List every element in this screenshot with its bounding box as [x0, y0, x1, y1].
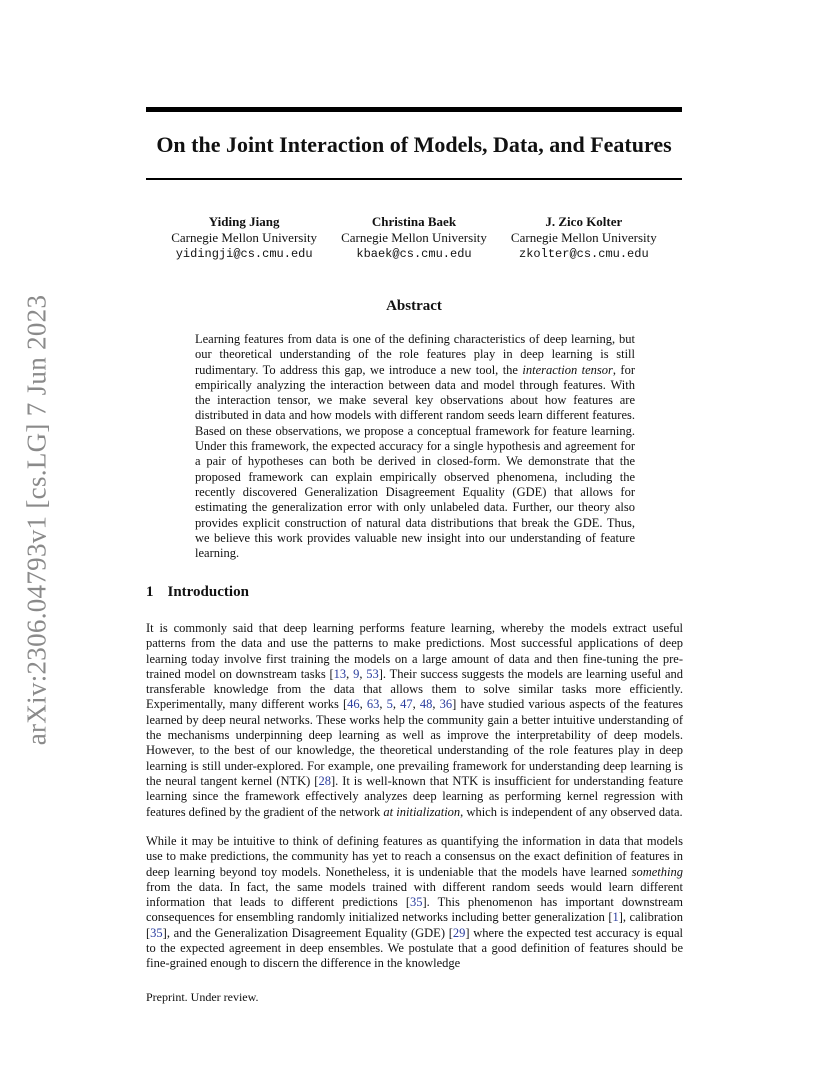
- emphasis-text: something: [631, 864, 683, 879]
- citation-link[interactable]: 1: [612, 910, 619, 925]
- author-name: J. Zico Kolter: [545, 214, 623, 229]
- citation-link[interactable]: 63: [366, 697, 380, 712]
- citation-link[interactable]: 53: [366, 666, 379, 681]
- paper-title: On the Joint Interaction of Models, Data, and Features: [156, 132, 672, 157]
- author-block: [146, 214, 682, 262]
- title-bottom-rule: [146, 178, 682, 180]
- author-email: yidingji@cs.cmu.edu: [175, 247, 313, 261]
- abstract-text: Learning features from data is one of the defining characteristics of deep learning, but our theoretical understanding of the role features play in deep learning is still rudimentary. To address this gap, we introduce a new tool, the interaction tensor, for empirically analyzing the interaction between data and model through features. With the interaction tensor, we make several key observations about how features are distributed in data and how models with different random seeds learn different features. Based on these observations, we propose a conceptual framework for feature learning. Under this framework, the expected accuracy for a single hypothesis and agreement for a pair of hypotheses can both be derived in closed-form. We demonstrate that the proposed framework can explain empirically observed phenomena, including the recently discovered Generalization Disagreement Equality (GDE) that allows for estimating the generalization error with only unlabeled data. Further, our theory also provides explicit construction of natural data distributions that break the GDE. Thus, we believe this work provides valuable new insight into our understanding of feature learning.: [195, 332, 635, 561]
- author-email: kbaek@cs.cmu.edu: [356, 247, 472, 261]
- citation-link[interactable]: 28: [318, 773, 331, 788]
- author-affiliation: Carnegie Mellon University: [341, 230, 487, 245]
- citation-link[interactable]: 9: [353, 666, 360, 681]
- citation-link[interactable]: 29: [452, 925, 466, 940]
- abstract-emphasis: interaction tensor: [522, 362, 613, 377]
- author-affiliation: Carnegie Mellon University: [171, 230, 318, 245]
- emphasis-text: at initialization: [383, 804, 461, 819]
- author-2: [341, 214, 487, 262]
- arxiv-identifier: arXiv:2306.04793v1 [cs.LG] 7 Jun 2023: [21, 294, 52, 746]
- author-3: [511, 214, 657, 262]
- author-affiliation: Carnegie Mellon University: [510, 230, 657, 245]
- citation-link[interactable]: 47: [400, 697, 413, 712]
- section-number: 1: [146, 584, 154, 600]
- author-1: [171, 214, 317, 262]
- citation-link[interactable]: 36: [439, 697, 453, 712]
- citation-link[interactable]: 35: [410, 895, 423, 910]
- citation-link[interactable]: 13: [333, 666, 347, 681]
- author-name: Yiding Jiang: [208, 214, 280, 229]
- title-top-rule: [146, 107, 682, 112]
- section-title: Introduction: [167, 584, 249, 600]
- author-email: zkolter@cs.cmu.edu: [519, 247, 649, 261]
- section-heading-introduction: [146, 584, 249, 601]
- citation-link[interactable]: 5: [386, 697, 393, 712]
- citation-link[interactable]: 35: [150, 925, 163, 940]
- citation-link[interactable]: 48: [419, 697, 433, 712]
- abstract-heading: Abstract: [386, 298, 442, 314]
- author-name: Christina Baek: [371, 214, 457, 229]
- preprint-footer: Preprint. Under review.: [146, 990, 259, 1004]
- intro-paragraph-2: While it may be intuitive to think of defining features as quantifying the information in data that models use to make predictions, the community has yet to reach a consensus on the exact definition of features in deep learning beyond toy models. Nonetheless, it is undeniable that the models have learned something from the data. In fact, the same models trained with different random seeds would learn different information that leads to different predictions [35]. This phenomenon has important downstream consequences for ensembling randomly initialized networks including better generalization [1], calibration [35], and the Generalization Disagreement Equality (GDE) [29] where the expected test accuracy is equal to the expected agreement in deep ensembles. We postulate that a good definition of features should be fine-grained enough to discern the difference in the knowledge: [146, 834, 683, 971]
- citation-link[interactable]: 46: [347, 697, 360, 712]
- intro-paragraph-1: It is commonly said that deep learning performs feature learning, whereby the models extract useful patterns from the data and use the patterns to make predictions. Most successful applications of deep learning today involve first training the models on a large amount of data and then fine-tuning the pre-trained model on downstream tasks [13, 9, 53]. Their success suggests the models are learning useful and transferable knowledge from the data that allows them to solve similar tasks more efficiently. Experimentally, many different works [46, 63, 5, 47, 48, 36] have studied various aspects of the features learned by deep neural networks. These works help the community gain a better intuitive understanding of the mechanisms underpinning deep learning as well as improve the interpretability of deep models. However, to the best of our knowledge, the theoretical understanding of the role features play in deep learning is still under-explored. For example, one prevailing framework for understanding deep learning is the neural tangent kernel (NTK) [28]. It is well-known that NTK is insufficient for understanding feature learning since the framework effectively analyzes deep learning as performing kernel regression with features defined by the gradient of the network at initialization, which is independent of any observed data.: [146, 621, 684, 819]
